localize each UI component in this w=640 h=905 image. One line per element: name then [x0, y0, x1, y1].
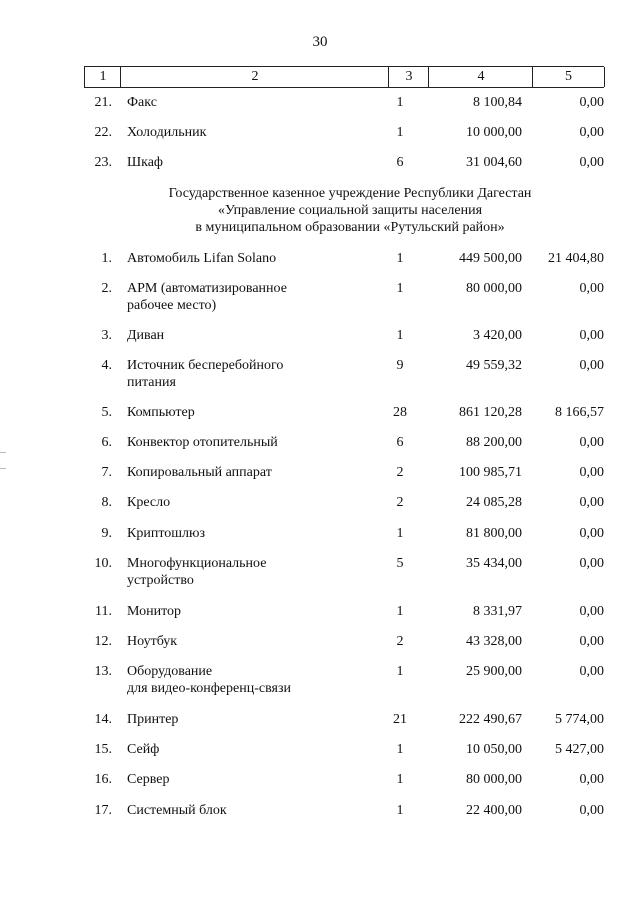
item-depreciation: 0,00	[579, 125, 604, 140]
item-name: Многофункциональное устройство	[127, 556, 267, 588]
item-depreciation: 0,00	[579, 281, 604, 296]
scan-margin-mark	[0, 452, 6, 453]
item-depreciation: 0,00	[579, 604, 604, 619]
item-name: Холодильник	[127, 125, 207, 140]
row-number: 23.	[94, 155, 112, 170]
item-depreciation: 0,00	[579, 95, 604, 110]
item-name: Источник бесперебойного питания	[127, 358, 284, 390]
item-quantity: 1	[396, 742, 404, 757]
item-name: Принтер	[127, 712, 179, 727]
item-depreciation: 0,00	[579, 358, 604, 373]
section-title: Государственное казенное учреждение Республики Дагестан «Управление социальной защиты населения в муниципальном образовании «Рутульский район»	[168, 186, 532, 235]
item-name: Факс	[127, 95, 157, 110]
row-number: 10.	[94, 556, 112, 571]
item-price: 80 000,00	[466, 772, 522, 787]
item-name: Сервер	[127, 772, 170, 787]
row-number: 9.	[101, 526, 112, 541]
item-quantity: 1	[396, 328, 404, 343]
row-number: 1.	[101, 251, 112, 266]
item-quantity: 1	[396, 526, 404, 541]
item-name: Оборудование для видео-конференц-связи	[127, 664, 291, 696]
item-price: 100 985,71	[459, 465, 522, 480]
row-number: 22.	[94, 125, 112, 140]
item-price: 449 500,00	[459, 251, 522, 266]
row-number: 2.	[101, 281, 112, 296]
item-name: Диван	[127, 328, 165, 343]
header-col-5: 5	[532, 67, 605, 87]
scan-margin-mark	[0, 468, 6, 469]
row-number: 5.	[101, 405, 112, 420]
item-price: 3 420,00	[473, 328, 522, 343]
item-quantity: 21	[393, 712, 407, 727]
item-price: 35 434,00	[466, 556, 522, 571]
item-price: 10 000,00	[466, 125, 522, 140]
item-name: Конвектор отопительный	[127, 435, 278, 450]
item-price: 10 050,00	[466, 742, 522, 757]
item-depreciation: 8 166,57	[555, 405, 604, 420]
item-quantity: 1	[396, 803, 404, 818]
item-name: Ноутбук	[127, 634, 178, 649]
row-number: 8.	[101, 495, 112, 510]
item-quantity: 1	[396, 95, 404, 110]
item-price: 861 120,28	[459, 405, 522, 420]
row-number: 14.	[94, 712, 112, 727]
item-depreciation: 0,00	[579, 526, 604, 541]
item-depreciation: 0,00	[579, 328, 604, 343]
row-number: 6.	[101, 435, 112, 450]
item-depreciation: 0,00	[579, 803, 604, 818]
item-name: АРМ (автоматизированное рабочее место)	[127, 281, 287, 313]
item-price: 222 490,67	[459, 712, 522, 727]
item-depreciation: 0,00	[579, 772, 604, 787]
item-price: 8 100,84	[473, 95, 522, 110]
item-depreciation: 0,00	[579, 495, 604, 510]
item-quantity: 1	[396, 664, 404, 679]
item-price: 22 400,00	[466, 803, 522, 818]
row-number: 13.	[94, 664, 112, 679]
item-quantity: 28	[393, 405, 407, 420]
item-depreciation: 0,00	[579, 556, 604, 571]
item-price: 31 004,60	[466, 155, 522, 170]
item-price: 24 085,28	[466, 495, 522, 510]
item-quantity: 2	[396, 495, 404, 510]
header-col-2: 2	[120, 67, 389, 87]
item-quantity: 1	[396, 251, 404, 266]
item-price: 43 328,00	[466, 634, 522, 649]
row-number: 4.	[101, 358, 112, 373]
item-name: Системный блок	[127, 803, 227, 818]
item-name: Шкаф	[127, 155, 163, 170]
item-name: Сейф	[127, 742, 160, 757]
item-name: Компьютер	[127, 405, 195, 420]
item-quantity: 1	[396, 772, 404, 787]
row-number: 7.	[101, 465, 112, 480]
row-number: 12.	[94, 634, 112, 649]
item-price: 81 800,00	[466, 526, 522, 541]
item-depreciation: 0,00	[579, 664, 604, 679]
item-quantity: 1	[396, 604, 404, 619]
item-quantity: 2	[396, 634, 404, 649]
item-depreciation: 0,00	[579, 435, 604, 450]
item-price: 49 559,32	[466, 358, 522, 373]
header-col-1: 1	[84, 67, 121, 87]
page-number: 30	[312, 34, 328, 50]
item-price: 25 900,00	[466, 664, 522, 679]
item-name: Кресло	[127, 495, 171, 510]
item-quantity: 5	[396, 556, 404, 571]
item-price: 80 000,00	[466, 281, 522, 296]
row-number: 11.	[95, 604, 112, 619]
row-number: 3.	[101, 328, 112, 343]
item-quantity: 2	[396, 465, 404, 480]
row-number: 21.	[94, 95, 112, 110]
item-quantity: 9	[396, 358, 404, 373]
item-depreciation: 5 774,00	[555, 712, 604, 727]
item-quantity: 6	[396, 155, 404, 170]
item-quantity: 1	[396, 281, 404, 296]
item-price: 8 331,97	[473, 604, 522, 619]
item-depreciation: 0,00	[579, 634, 604, 649]
item-depreciation: 0,00	[579, 465, 604, 480]
row-number: 17.	[94, 803, 112, 818]
item-name: Криптошлюз	[127, 526, 206, 541]
item-quantity: 6	[396, 435, 404, 450]
item-name: Монитор	[127, 604, 182, 619]
item-name: Копировальный аппарат	[127, 465, 272, 480]
item-depreciation: 0,00	[579, 155, 604, 170]
header-col-3: 3	[388, 67, 429, 87]
item-name: Автомобиль Lifan Solano	[127, 251, 277, 266]
item-quantity: 1	[396, 125, 404, 140]
row-number: 16.	[94, 772, 112, 787]
row-number: 15.	[94, 742, 112, 757]
header-col-4: 4	[428, 67, 533, 87]
table-header	[84, 66, 604, 88]
item-depreciation: 5 427,00	[555, 742, 604, 757]
item-price: 88 200,00	[466, 435, 522, 450]
item-depreciation: 21 404,80	[548, 251, 604, 266]
